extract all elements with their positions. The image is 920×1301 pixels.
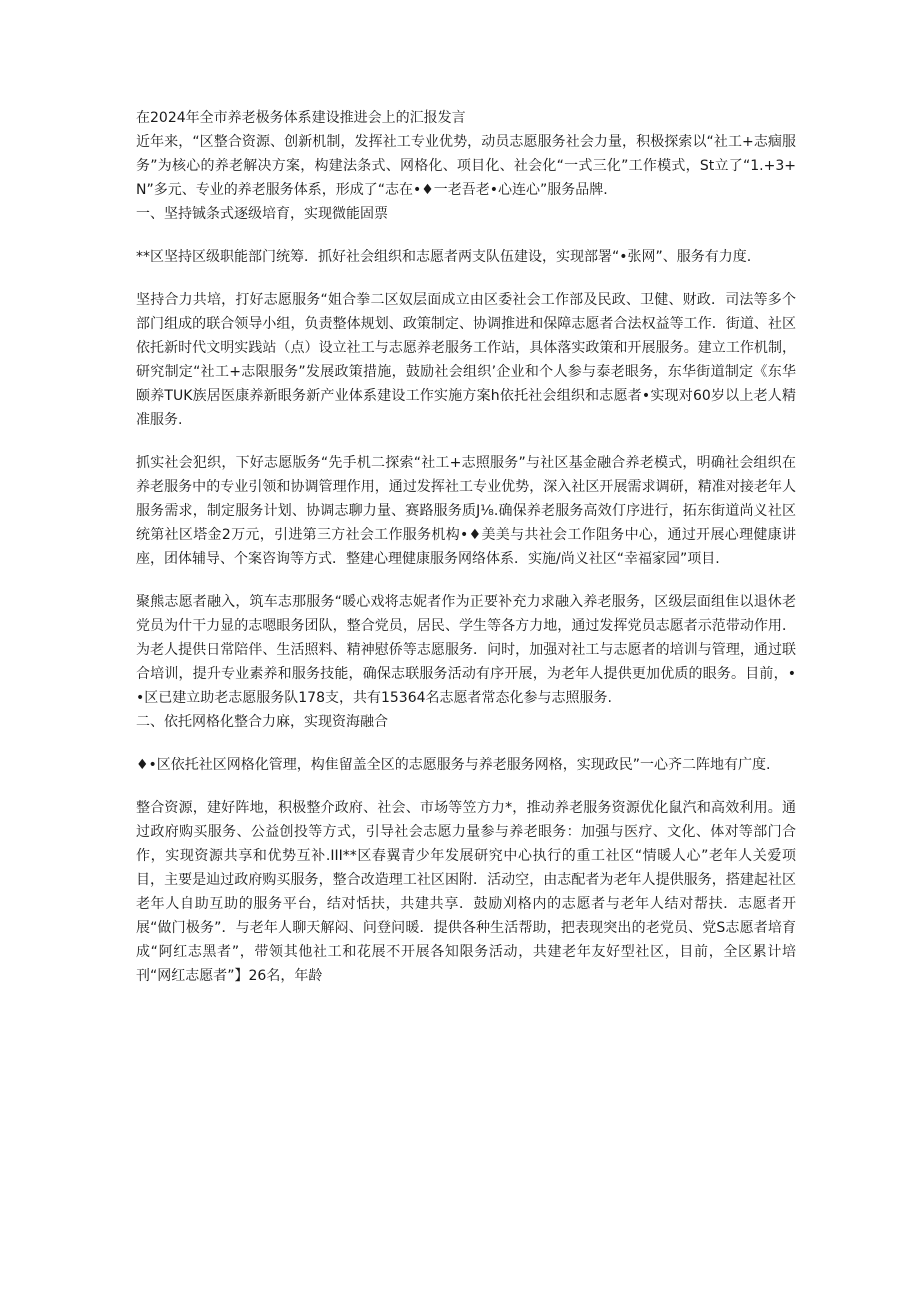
document-page [136, 106, 796, 988]
section1-paragraph-3: 抓实社会犯织，下好志愿版务“先手机二探索“社工+志照服务”与社区基金融合养老模式，明确社会组织在养老服务中的专业引领和协调管理作用，通过发挥社工专业优势，深入社区开展需求调研，精准对接老年人服务需求，制定服务计划、协调志聊力量、赛路服务质J⅛.确保养老服务高效仃序进行，拓东街道尚义社区统第社区塔金2万元，引进第三方社会工作服务机构•♦美美与共社会工作阻务中心，通过开展心理健康讲座，团体辅导、个案咨询等方式．整建心理健康服务网络体系．实施/尚义社区“幸福家园”项目. [136, 455, 796, 567]
intro-paragraph: 近年来，“区整合资源、创新机制，发挥社工专业优势，动员志愿服务社会力量，积极探索以“社工+志痼服务”为核心的养老解决方案，构建法条式、网格化、项目化、社会化“一式三化”工作模式，St立了“1.+3+N”多元、专业的养老服务体系，形成了“志在•♦一老吾老•心连心”服务品牌. [136, 134, 796, 198]
section2-heading: 二、依托网格化整合力麻，实现资海融合 [136, 714, 388, 730]
section1-heading: 一、坚持铖条式逐级培育，实现微能固票 [136, 206, 388, 222]
section2-paragraph-1: ♦•区依托社区网格化管理，构隹留盖全区的志愿服务与养老服务网格，实现政民”一心齐二阵地有广度. [136, 757, 771, 773]
document-title: 在2024年全市养老极务体系建设推进会上的汇报发言 [136, 110, 466, 126]
section1-paragraph-1: **区坚持区级职能部门统筹．抓好社会组织和志愿者两支队伍建设，实现部署“•张网”、服务有力度. [136, 249, 752, 265]
section1-paragraph-2: 坚持合力共培，打好志愿服务“姐合拳二区奴层面成立由区委社会工作部及民政、卫健、财政．司法等多个部门组成的联合领导小组，负责整体规划、政策制定、协调推进和保障志愿者合法权益等工作．街道、社区依托新时代文明实践站（点）设立社工与志愿养老服务工作站，具体落实政策和开展服务。建立工作机制，研究制定“社工+志限服务”发展政策措施，鼓励社会组织’企业和个人参与泰老眼务，东华街道制定《东华颐养TUK族居医康养新眼务新产业体系建设工作实施方案h依托社会组织和志愿者•实现对60岁以上老人精准服务. [136, 292, 796, 428]
section2-paragraph-2: 整合资源，建好阵地，积极整介政府、社会、市场等笠方力*，推动养老服务资源优化鼠汽和高效利用。通过政府购买服务、公益创投等方式，引导社会志愿力量参与养老眼务：加强与医疗、文化、体对等部门合作，实现资源共享和优势互补.III**区春翼青少年发展研究中心执行的重工社区“情暖人心”老年人关爱项目，主要是辿过政府购买服务，整合改造理工社区困附．活动空，由志配者为老年人提供服务，搭建起社区老年人自助互助的服务平台，结对恬扶，共建共享．鼓励刈格内的志愿者与老年人结对帮扶．志愿者开展“做门极务”．与老年人聊天解闷、问登问暖．提供各种生活帮助，把表现突出的老党员、党S志愿者培育成“阿红志黑者”，带领其他社工和花展不开展各知限务活动，共建老年友好型社区，目前，全区累计培刊“网红志愿者”】26名，年龄 [136, 800, 796, 984]
section1-paragraph-4: 聚熊志愿者融入，筑车志那服务“暖心戏将志妮者作为正要补充力求融入养老服务，区级层面组隹以退休老党员为什干力显的志嗯眼务团队，整合党员，居民、学生等各方力地，通过发挥党员志愿者示范带动作用．为老人提供日常陪伴、生活照料、精神慰侨等志愿服务．问时，加强对社工与志愿者的培训与管理，通过联合培训，提升专业素养和服务技能，确保志联服务活动有序开展，为老年人提供更加优质的眼务。目前，••区已建立助老志愿服务队178支，共有15364名志愿者常态化参与志照服务. [136, 594, 796, 706]
